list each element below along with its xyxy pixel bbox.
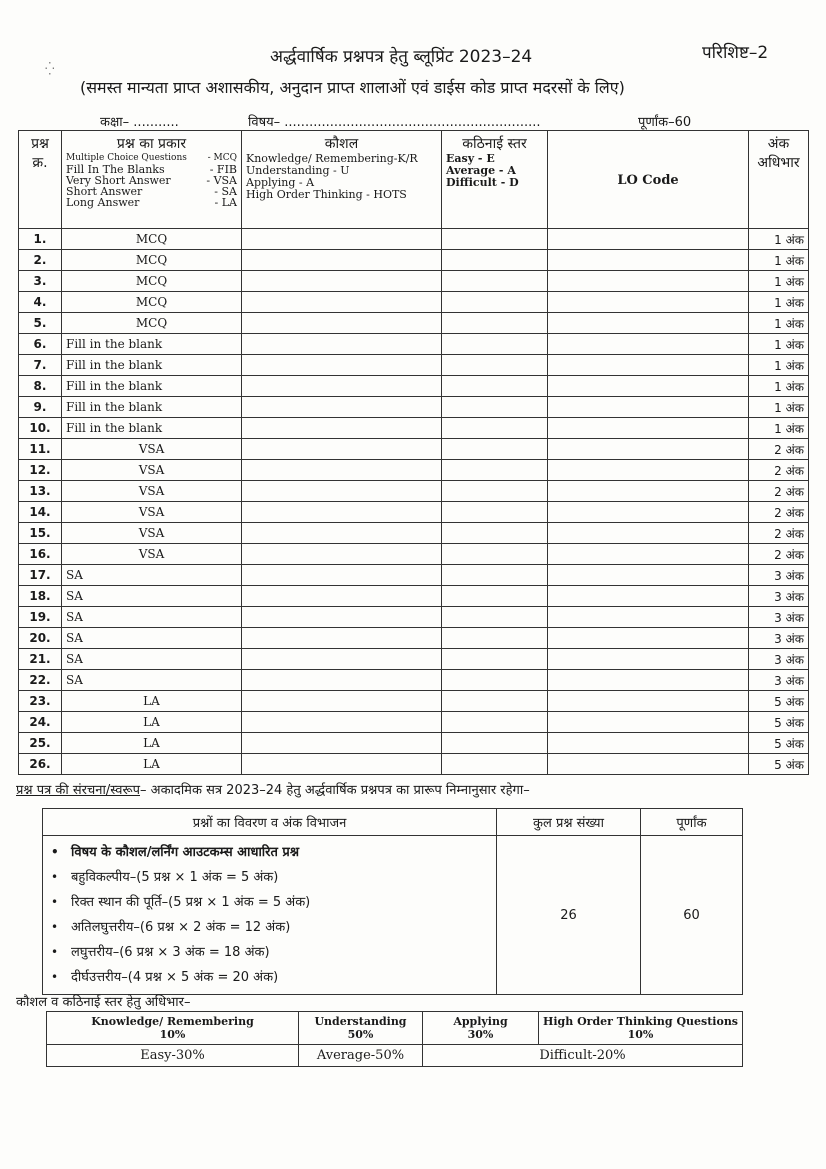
question-type: LA [62, 754, 242, 775]
table-row [19, 754, 809, 775]
question-type: LA [62, 691, 242, 712]
question-number: 17. [19, 565, 62, 586]
marks-cell: 1 अंक [749, 355, 809, 376]
class-field: कक्षा– ........... [100, 115, 179, 130]
skill-cell [242, 565, 442, 586]
applying-header: Applying 30% [423, 1012, 539, 1045]
lo-code-cell [548, 376, 749, 397]
table-row [19, 502, 809, 523]
question-type-header: प्रश्न का प्रकार Multiple Choice Questions - MCQ Fill In The Blanks - FIB Very Short Answer - VSA Short Answer - SA Long Answer - LA [62, 131, 242, 229]
table-row [19, 712, 809, 733]
lo-code-cell [548, 250, 749, 271]
average-weight: Average-50% [299, 1045, 423, 1067]
marks-cell: 1 अंक [749, 250, 809, 271]
blueprint-header-row [19, 131, 809, 229]
question-number: 10. [19, 418, 62, 439]
question-number: 7. [19, 355, 62, 376]
table-row [19, 355, 809, 376]
list-item: • बहुविकल्पीय–(5 प्रश्न × 1 अंक = 5 अंक) [51, 870, 279, 885]
skill-cell [242, 586, 442, 607]
marks-cell: 3 अंक [749, 649, 809, 670]
full-marks-label: पूर्णांक–60 [638, 115, 692, 130]
question-number: 26. [19, 754, 62, 775]
question-type: Fill in the blank [62, 397, 242, 418]
question-number: 25. [19, 733, 62, 754]
list-item: • दीर्घउत्तरीय–(4 प्रश्न × 5 अंक = 20 अंक) [51, 970, 279, 985]
lo-code-cell [548, 607, 749, 628]
question-number: 9. [19, 397, 62, 418]
table-row [19, 397, 809, 418]
skill-cell [242, 397, 442, 418]
lo-code-cell [548, 460, 749, 481]
lo-code-cell [548, 334, 749, 355]
difficulty-cell [442, 565, 548, 586]
total-questions: 26 [497, 836, 641, 995]
skill-cell [242, 376, 442, 397]
skill-cell [242, 439, 442, 460]
structure-col-details: प्रश्नों का विवरण व अंक विभाजन [43, 809, 497, 836]
lo-code-cell [548, 544, 749, 565]
structure-col-marks: पूर्णांक [641, 809, 743, 836]
question-number: 4. [19, 292, 62, 313]
question-type: Fill in the blank [62, 334, 242, 355]
lo-code-cell [548, 670, 749, 691]
table-row [19, 565, 809, 586]
difficulty-cell [442, 607, 548, 628]
list-item: • अतिलघुत्तरीय–(6 प्रश्न × 2 अंक = 12 अंक) [51, 920, 291, 935]
marks-cell: 1 अंक [749, 292, 809, 313]
list-item: • रिक्त स्थान की पूर्ति–(5 प्रश्न × 1 अंक = 5 अंक) [51, 895, 311, 910]
table-row [19, 670, 809, 691]
skill-cell [242, 355, 442, 376]
question-type: SA [62, 670, 242, 691]
question-number: 5. [19, 313, 62, 334]
marks-cell: 1 अंक [749, 313, 809, 334]
difficulty-cell [442, 460, 548, 481]
skill-cell [242, 418, 442, 439]
qno-header: प्रश्न क्र. [19, 131, 62, 229]
marks-cell: 3 अंक [749, 586, 809, 607]
skill-cell [242, 460, 442, 481]
table-row [19, 544, 809, 565]
question-number: 6. [19, 334, 62, 355]
question-number: 8. [19, 376, 62, 397]
skill-weightage-table [46, 1011, 743, 1067]
table-row [19, 460, 809, 481]
marks-cell: 5 अंक [749, 733, 809, 754]
question-type: MCQ [62, 292, 242, 313]
table-row [19, 691, 809, 712]
lo-code-cell [548, 691, 749, 712]
table-row [19, 649, 809, 670]
question-type: Fill in the blank [62, 418, 242, 439]
question-type: MCQ [62, 250, 242, 271]
marks-header: अंक अधिभार [749, 131, 809, 229]
question-number: 18. [19, 586, 62, 607]
difficulty-cell [442, 628, 548, 649]
easy-weight: Easy-30% [47, 1045, 299, 1067]
skill-cell [242, 523, 442, 544]
question-type: SA [62, 565, 242, 586]
total-marks: 60 [641, 836, 743, 995]
table-row [19, 607, 809, 628]
hots-header: High Order Thinking Questions 10% [539, 1012, 743, 1045]
difficulty-cell [442, 712, 548, 733]
marks-cell: 3 अंक [749, 628, 809, 649]
table-row [19, 271, 809, 292]
question-type: SA [62, 649, 242, 670]
table-row [19, 250, 809, 271]
understanding-header: Understanding 50% [299, 1012, 423, 1045]
question-type: Fill in the blank [62, 376, 242, 397]
skill-cell [242, 691, 442, 712]
difficulty-cell [442, 376, 548, 397]
lo-code-cell [548, 565, 749, 586]
lo-code-cell [548, 397, 749, 418]
difficulty-cell [442, 670, 548, 691]
question-number: 16. [19, 544, 62, 565]
question-type: SA [62, 628, 242, 649]
table-row [19, 334, 809, 355]
difficulty-cell [442, 733, 548, 754]
lo-code-header: LO Code [548, 131, 749, 229]
question-number: 21. [19, 649, 62, 670]
marks-cell: 2 अंक [749, 502, 809, 523]
question-type: VSA [62, 460, 242, 481]
blueprint-table [18, 130, 809, 775]
skill-cell [242, 271, 442, 292]
marks-cell: 3 अंक [749, 607, 809, 628]
list-item: • लघुत्तरीय–(6 प्रश्न × 3 अंक = 18 अंक) [51, 945, 270, 960]
lo-code-cell [548, 502, 749, 523]
skill-cell [242, 733, 442, 754]
question-number: 1. [19, 229, 62, 250]
lo-code-cell [548, 649, 749, 670]
difficulty-cell [442, 439, 548, 460]
skill-cell [242, 292, 442, 313]
skill-cell [242, 649, 442, 670]
annexure-label: परिशिष्ट–2 [702, 43, 769, 63]
difficulty-cell [442, 502, 548, 523]
marks-cell: 1 अंक [749, 271, 809, 292]
skill-cell [242, 334, 442, 355]
question-number: 13. [19, 481, 62, 502]
skill-cell [242, 502, 442, 523]
difficulty-cell [442, 649, 548, 670]
question-type: VSA [62, 523, 242, 544]
question-number: 14. [19, 502, 62, 523]
marks-cell: 2 अंक [749, 544, 809, 565]
skill-cell [242, 229, 442, 250]
marks-cell: 1 अंक [749, 229, 809, 250]
marks-cell: 5 अंक [749, 754, 809, 775]
question-number: 19. [19, 607, 62, 628]
table-row [19, 733, 809, 754]
lo-code-cell [548, 355, 749, 376]
skill-cell [242, 670, 442, 691]
marks-cell: 2 अंक [749, 523, 809, 544]
marks-cell: 1 अंक [749, 397, 809, 418]
table-row [19, 628, 809, 649]
question-number: 12. [19, 460, 62, 481]
marks-cell: 5 अंक [749, 691, 809, 712]
table-row [19, 229, 809, 250]
difficulty-cell [442, 523, 548, 544]
table-row [19, 439, 809, 460]
lo-code-cell [548, 586, 749, 607]
question-number: 24. [19, 712, 62, 733]
skill-header: कौशल Knowledge/ Remembering-K/R Understanding - U Applying - A High Order Thinking - HOTS [242, 131, 442, 229]
table-row [19, 376, 809, 397]
difficulty-cell [442, 418, 548, 439]
question-type: MCQ [62, 313, 242, 334]
question-type: VSA [62, 481, 242, 502]
marks-cell: 3 अंक [749, 670, 809, 691]
difficulty-cell [442, 229, 548, 250]
table-row [19, 523, 809, 544]
question-type: SA [62, 586, 242, 607]
marks-cell: 1 अंक [749, 376, 809, 397]
lo-code-cell [548, 292, 749, 313]
lo-code-cell [548, 271, 749, 292]
lo-code-cell [548, 712, 749, 733]
knowledge-header: Knowledge/ Remembering 10% [47, 1012, 299, 1045]
question-type: MCQ [62, 229, 242, 250]
lo-code-cell [548, 229, 749, 250]
difficult-weight: Difficult-20% [423, 1045, 743, 1067]
difficulty-cell [442, 292, 548, 313]
lo-code-cell [548, 628, 749, 649]
subject-field: विषय– .............................................................. [248, 115, 541, 130]
question-type: VSA [62, 439, 242, 460]
skill-cell [242, 481, 442, 502]
question-type: VSA [62, 502, 242, 523]
question-number: 23. [19, 691, 62, 712]
table-row [19, 481, 809, 502]
table-row [19, 586, 809, 607]
question-number: 11. [19, 439, 62, 460]
skill-weightage-heading: कौशल व कठिनाई स्तर हेतु अधिभार– [16, 995, 191, 1010]
marks-cell: 2 अंक [749, 460, 809, 481]
question-number: 22. [19, 670, 62, 691]
structure-items [43, 836, 497, 995]
question-number: 2. [19, 250, 62, 271]
list-item: • विषय के कौशल/लर्निंग आउटकम्स आधारित प्रश्न [51, 845, 300, 860]
question-number: 3. [19, 271, 62, 292]
difficulty-cell [442, 691, 548, 712]
lo-code-cell [548, 439, 749, 460]
difficulty-cell [442, 313, 548, 334]
difficulty-cell [442, 586, 548, 607]
difficulty-cell [442, 355, 548, 376]
question-type: MCQ [62, 271, 242, 292]
table-row [19, 418, 809, 439]
table-row [19, 313, 809, 334]
question-type: Fill in the blank [62, 355, 242, 376]
question-type: VSA [62, 544, 242, 565]
difficulty-cell [442, 754, 548, 775]
table-row [19, 292, 809, 313]
skill-cell [242, 607, 442, 628]
lo-code-cell [548, 523, 749, 544]
skill-cell [242, 313, 442, 334]
lo-code-cell [548, 754, 749, 775]
lo-code-cell [548, 313, 749, 334]
structure-col-count: कुल प्रश्न संख्या [497, 809, 641, 836]
marks-cell: 1 अंक [749, 334, 809, 355]
scan-mark: ⁛ [45, 62, 55, 76]
skill-cell [242, 250, 442, 271]
skill-cell [242, 712, 442, 733]
difficulty-cell [442, 271, 548, 292]
question-number: 20. [19, 628, 62, 649]
structure-heading: प्रश्न पत्र की संरचना/स्वरूप– अकादमिक सत्र 2023–24 हेतु अर्द्धवार्षिक प्रश्नपत्र का प्रारूप निम्नानुसार रहेगा– [16, 783, 530, 798]
lo-code-cell [548, 733, 749, 754]
difficulty-cell [442, 544, 548, 565]
marks-cell: 2 अंक [749, 439, 809, 460]
question-type: LA [62, 712, 242, 733]
skill-cell [242, 628, 442, 649]
marks-cell: 5 अंक [749, 712, 809, 733]
marks-cell: 2 अंक [749, 481, 809, 502]
question-type: LA [62, 733, 242, 754]
lo-code-cell [548, 481, 749, 502]
skill-cell [242, 544, 442, 565]
structure-table [42, 808, 743, 995]
skill-cell [242, 754, 442, 775]
page-title: अर्द्धवार्षिक प्रश्नपत्र हेतु ब्लूप्रिंट 2023–24 [270, 47, 533, 67]
difficulty-cell [442, 481, 548, 502]
question-type: SA [62, 607, 242, 628]
marks-cell: 3 अंक [749, 565, 809, 586]
difficulty-header: कठिनाई स्तर Easy - E Average - A Difficult - D [442, 131, 548, 229]
difficulty-cell [442, 250, 548, 271]
marks-cell: 1 अंक [749, 418, 809, 439]
page-subtitle: (समस्त मान्यता प्राप्त अशासकीय, अनुदान प्राप्त शालाओं एवं डाईस कोड प्राप्त मदरसों के लिए) [80, 78, 625, 97]
lo-code-cell [548, 418, 749, 439]
question-number: 15. [19, 523, 62, 544]
difficulty-cell [442, 397, 548, 418]
difficulty-cell [442, 334, 548, 355]
